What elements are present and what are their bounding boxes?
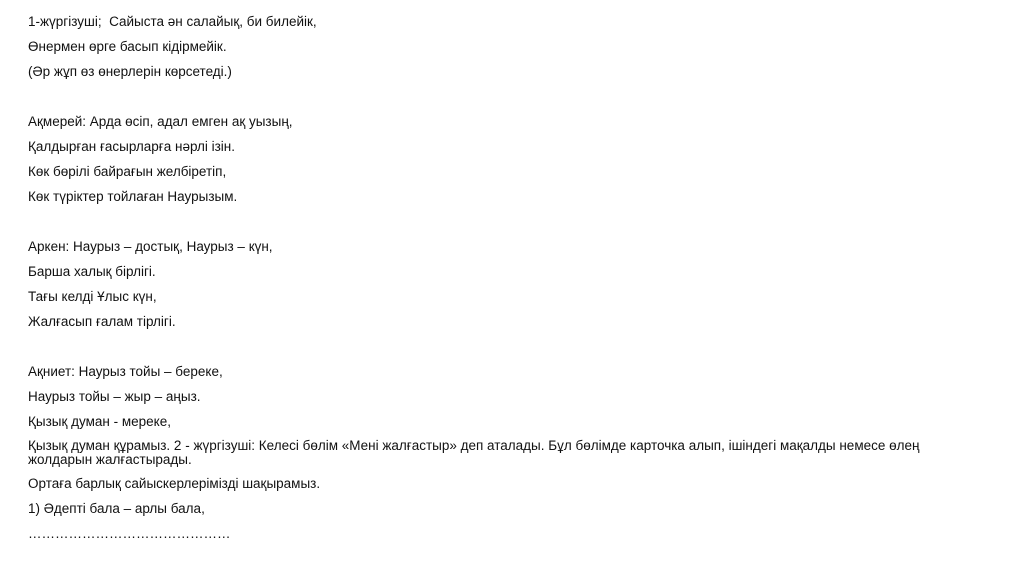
blank-line: [28, 339, 978, 364]
text-line: Наурыз тойы – жыр – аңыз.: [28, 389, 201, 404]
text-line: Көк түріктер тойлаған Наурызым.: [28, 189, 238, 204]
text-line: Көк бөрілі байрағын желбіретіп,: [28, 164, 227, 179]
text-line: Қызық думан - мереке,: [28, 414, 171, 429]
blank-line: [28, 89, 978, 114]
text-line: Қалдырған ғасырларға нәрлі ізін.: [28, 139, 236, 154]
text-line: Барша халық бірлігі.: [28, 264, 156, 279]
text-line: Ақмерей: Арда өсіп, адал емген ақ уызың,: [28, 114, 293, 129]
text-line: Өнермен өрге басып кідірмейік.: [28, 39, 227, 54]
text-line: Ортаға барлық сайыскерлерімізді шақырамыз.: [28, 476, 321, 491]
text-line: Қызық думан құрамыз. 2 - жүргізуші: Келесі бөлім «Мені жалғастыр» деп аталады. Бұл бөлімде карточка алып, ішіндегі мақалды немесе өлең жолдарын жалғастырады.: [28, 438, 924, 467]
text-line: Тағы келді Ұлыс күн,: [28, 289, 157, 304]
document-body: [28, 14, 978, 551]
text-line: (Әр жұп өз өнерлерін көрсетеді.): [28, 64, 232, 79]
dotted-line: ………………………………………: [28, 526, 231, 541]
text-line: Аркен: Наурыз – достық, Наурыз – күн,: [28, 239, 273, 254]
text-line: Ақниет: Наурыз тойы – береке,: [28, 364, 223, 379]
text-line: Жалғасып ғалам тірлігі.: [28, 314, 176, 329]
text-line: 1-жүргізуші; Сайыста ән салайық, би билейік,: [28, 14, 317, 29]
text-line: 1) Әдепті бала – арлы бала,: [28, 501, 205, 516]
blank-line: [28, 214, 978, 239]
